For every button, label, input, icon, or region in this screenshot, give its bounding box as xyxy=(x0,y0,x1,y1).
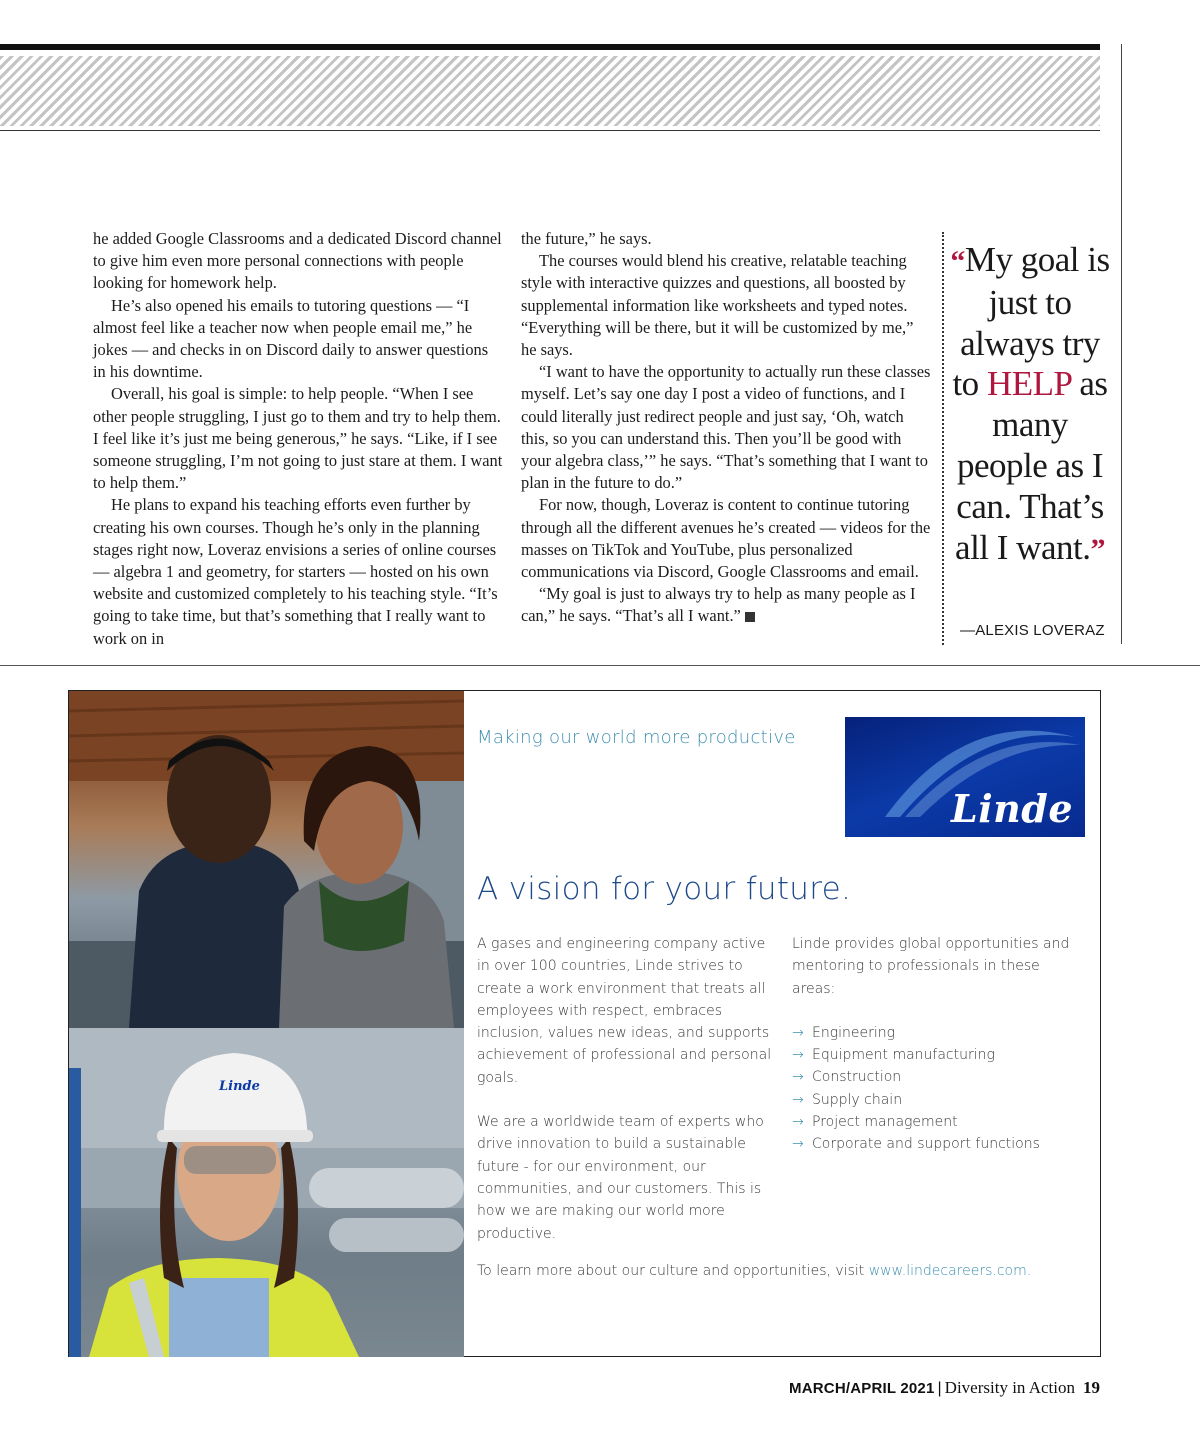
close-quote-icon: ” xyxy=(1090,532,1105,566)
end-mark-icon xyxy=(745,612,755,622)
arrow-right-icon: → xyxy=(792,1114,804,1131)
ad-call-to-action xyxy=(477,1263,1031,1279)
ad-areas-intro: Linde provides global opportunities and mentoring to professionals in these areas: xyxy=(792,936,1070,997)
area-label: Equipment manufacturing xyxy=(812,1047,995,1064)
cta-text: To learn more about our culture and opportunities, visit xyxy=(477,1263,869,1279)
helmet-logo-text: Linde xyxy=(219,1079,260,1094)
ad-body-right xyxy=(792,933,1087,1156)
article-paragraph: For now, though, Loveraz is content to continue tutoring through all the different avenues he’s created — videos for the masses on TikTok and YouTube, plus personalized communications via Discord, Google Classrooms and email. xyxy=(521,495,931,582)
list-item xyxy=(792,1066,1087,1088)
article-column-1 xyxy=(93,228,503,650)
page-number: 19 xyxy=(1083,1378,1100,1397)
arrow-right-icon: → xyxy=(792,1069,804,1086)
ad-photo-professionals-illustration xyxy=(69,691,464,1028)
linde-logo xyxy=(845,717,1085,837)
ad-tagline: Making our world more productive xyxy=(477,727,796,748)
pullquote-dotted-rule xyxy=(942,232,944,645)
ad-body-paragraph: We are a worldwide team of experts who drive innovation to build a sustainable future - for our environment, our communities, and our customers. This is how we are making our world more productive. xyxy=(477,1114,764,1242)
footer-separator: | xyxy=(937,1380,942,1397)
header-hatch-underline xyxy=(0,130,1100,131)
header-hatch-band xyxy=(0,56,1100,126)
article-paragraph: He plans to expand his teaching efforts even further by creating his own courses. Though he’s only in the planning stages right now, Loveraz envisions a series of online courses — algebra 1 and geometry, for starters — hosted on his own website and customized completely to his teaching style. “It’s going to take time, but that’s something that I really want to work on in xyxy=(93,495,498,648)
article-column-2 xyxy=(521,228,931,628)
article-paragraph: Overall, his goal is simple: to help people. “When I see other people struggling, I just go to them and try to help them. I feel like it’s just me being generous,” he says. “Like, if I see someone struggling, I’m not going to just stare at them. I want to help them.” xyxy=(93,384,503,493)
list-item xyxy=(792,1022,1087,1044)
article-paragraph: “I want to have the opportunity to actually run these classes myself. Let’s say one day I post a video of functions, and I could literally just redirect people and just say, ‘Oh, watch this, so you can understand this. Then you’ll be good with your algebra class,’” he says. “That’s something that I want to plan in the future to do.” xyxy=(521,362,931,493)
area-label: Construction xyxy=(812,1069,902,1086)
pullquote-text-before: My goal is just to always try to xyxy=(952,240,1110,404)
article-paragraph: He’s also opened his emails to tutoring questions — “I almost feel like a teacher now when people email me,” he jokes — and checks in on Discord daily to answer questions in his downtime. xyxy=(93,295,489,382)
article-paragraph-text: “My goal is just to always try to help as many people as I can,” he says. “That’s all I want.” xyxy=(521,584,916,626)
issue-date: MARCH/APRIL 2021 xyxy=(789,1380,935,1397)
article-paragraph-last xyxy=(521,583,931,627)
arrow-right-icon: → xyxy=(792,1024,804,1041)
arrow-right-icon: → xyxy=(792,1047,804,1064)
arrow-right-icon: → xyxy=(792,1091,804,1108)
pullquote-attribution: —ALEXIS LOVERAZ xyxy=(960,622,1105,639)
list-item xyxy=(792,1133,1087,1155)
linde-advertisement xyxy=(68,690,1101,1357)
right-margin-rule xyxy=(1121,44,1122,644)
ad-areas-list xyxy=(792,1022,1087,1156)
careers-link[interactable]: www.lindecareers.com. xyxy=(868,1263,1032,1279)
section-separator xyxy=(0,665,1200,666)
page-footer xyxy=(789,1378,1100,1398)
pullquote xyxy=(950,240,1110,570)
pullquote-text-after: as many people as I can. That’s all I want. xyxy=(955,364,1108,567)
ad-body-paragraph: A gases and engineering company active in over 100 countries, Linde strives to create a work environment that treats all employees with respect, embraces inclusion, values new ideas, and supports achievement of professional and personal goals. xyxy=(477,936,772,1086)
list-item xyxy=(792,1044,1087,1066)
list-item xyxy=(792,1111,1087,1133)
header-rule xyxy=(0,44,1100,50)
ad-photo-engineer-illustration xyxy=(69,1028,464,1357)
area-label: Supply chain xyxy=(812,1091,903,1108)
article-paragraph: The courses would blend his creative, relatable teaching style with interactive quizzes and questions, all boosted by supplemental information like worksheets and typed notes. “Everything will be there, but it will be customized by me,” he says. xyxy=(521,251,914,360)
list-item xyxy=(792,1089,1087,1111)
open-quote-icon: “ xyxy=(950,245,965,278)
pullquote-highlight: HELP xyxy=(986,364,1072,404)
article-paragraph: he added Google Classrooms and a dedicated Discord channel to give him even more personal connections with people looking for homework help. xyxy=(93,229,502,293)
magazine-name: Diversity in Action xyxy=(944,1378,1075,1397)
ad-body-left xyxy=(477,933,772,1245)
ad-photo-engineer xyxy=(69,1028,464,1357)
ad-headline: A vision for your future. xyxy=(477,871,852,907)
area-label: Engineering xyxy=(812,1024,896,1041)
article-paragraph: the future,” he says. xyxy=(521,229,652,248)
area-label: Project management xyxy=(812,1114,958,1131)
area-label: Corporate and support functions xyxy=(812,1136,1040,1153)
arrow-right-icon: → xyxy=(792,1136,804,1153)
linde-logo-text: Linde xyxy=(950,786,1073,831)
ad-photo-professionals xyxy=(69,691,464,1028)
